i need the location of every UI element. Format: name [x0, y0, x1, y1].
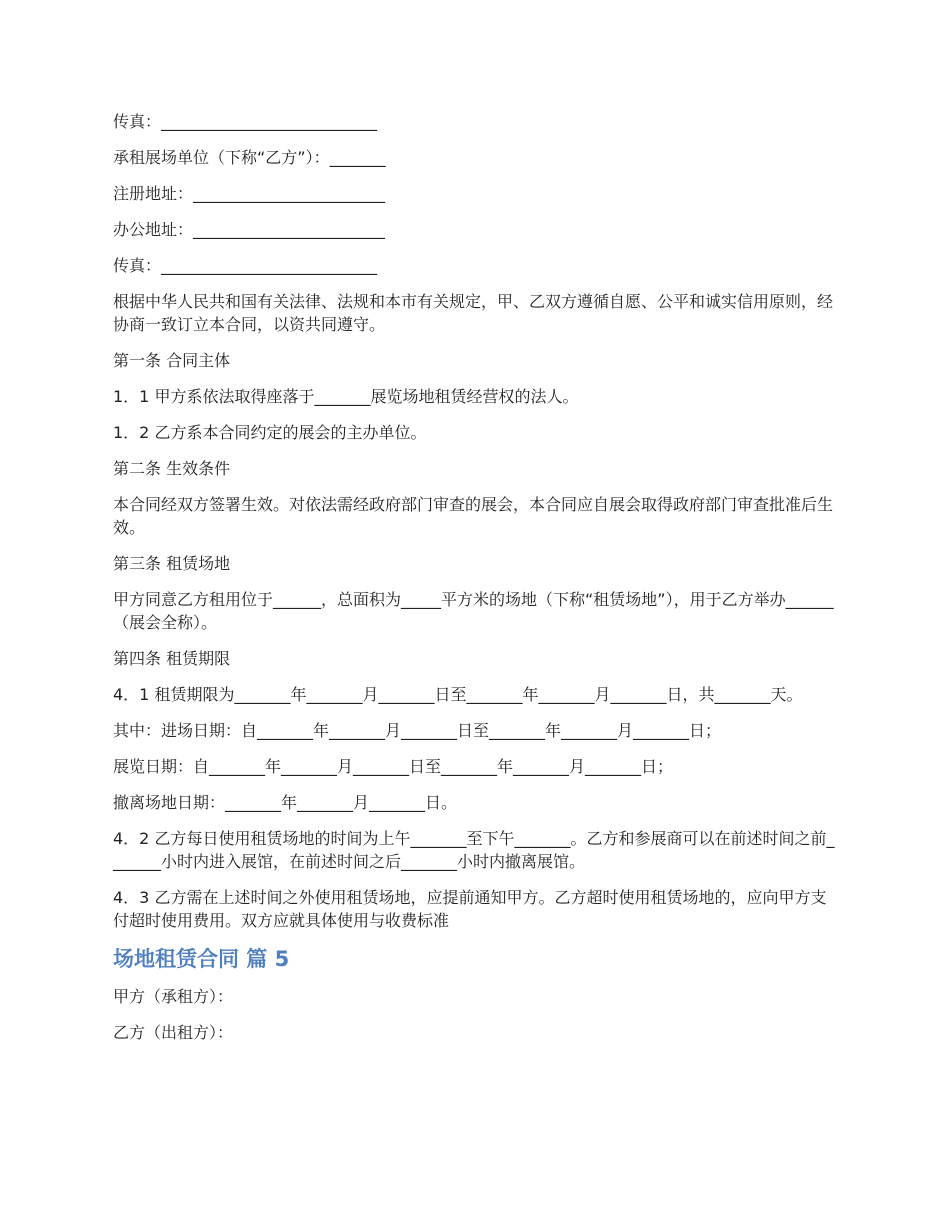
article-4-title: 第四条 租赁期限 [113, 649, 231, 668]
clause-1-1: 1．1 甲方系依法取得座落于_______展览场地租赁经营权的法人。 [113, 387, 579, 406]
document-page [113, 110, 841, 1057]
article-1-title: 第一条 合同主体 [113, 351, 231, 370]
article-3-body: 甲方同意乙方租用位于______，总面积为_____平方米的场地（下称“租赁场地”），用于乙方举办______（展会全称）。 [113, 590, 834, 632]
party-a-line: 甲方（承租方）： [113, 987, 234, 1006]
office-address-line: 办公地址：________________________ [113, 220, 386, 239]
fax-line-1: 传真：___________________________ [113, 112, 378, 131]
article-2-body: 本合同经双方签署生效。对依法需经政府部门审查的展会，本合同应自展会取得政府部门审查批准后生效。 [113, 495, 834, 537]
withdrawal-dates-line: 撤离场地日期：_______年_______月_______日。 [113, 793, 458, 812]
registered-address-line: 注册地址：________________________ [113, 184, 386, 203]
party-b-line: 乙方（出租方）： [113, 1023, 234, 1042]
lessee-unit-line: 承租展场单位（下称“乙方”）：_______ [113, 148, 386, 167]
preamble-paragraph: 根据中华人民共和国有关法律、法规和本市有关规定，甲、乙双方遵循自愿、公平和诚实信用原则，经协商一致订立本合同，以资共同遵守。 [113, 292, 834, 334]
clause-4-1: 4．1 租赁期限为_______年_______月_______日至_______年_______月_______日，共_______天。 [113, 685, 803, 704]
section-heading: 场地租赁合同 篇 5 [113, 947, 290, 971]
clause-4-3: 4．3 乙方需在上述时间之外使用租赁场地，应提前通知甲方。乙方超时使用租赁场地的，应向甲方支付超时使用费用。双方应就具体使用与收费标准 [113, 888, 827, 930]
entry-dates-line: 其中：进场日期：自_______年_______月_______日至_______年_______月_______日； [113, 721, 722, 740]
clause-4-2: 4．2 乙方每日使用租赁场地的时间为上午_______至下午_______。乙方和参展商可以在前述时间之前_______小时内进入展馆，在前述时间之后_______小时内撤离展馆。 [113, 829, 835, 871]
clause-1-2: 1．2 乙方系本合同约定的展会的主办单位。 [113, 423, 427, 442]
article-3-title: 第三条 租赁场地 [113, 554, 231, 573]
exhibition-dates-line: 展览日期：自_______年_______月_______日至_______年_______月_______日； [113, 757, 674, 776]
fax-line-2: 传真：___________________________ [113, 256, 378, 275]
article-2-title: 第二条 生效条件 [113, 459, 231, 478]
